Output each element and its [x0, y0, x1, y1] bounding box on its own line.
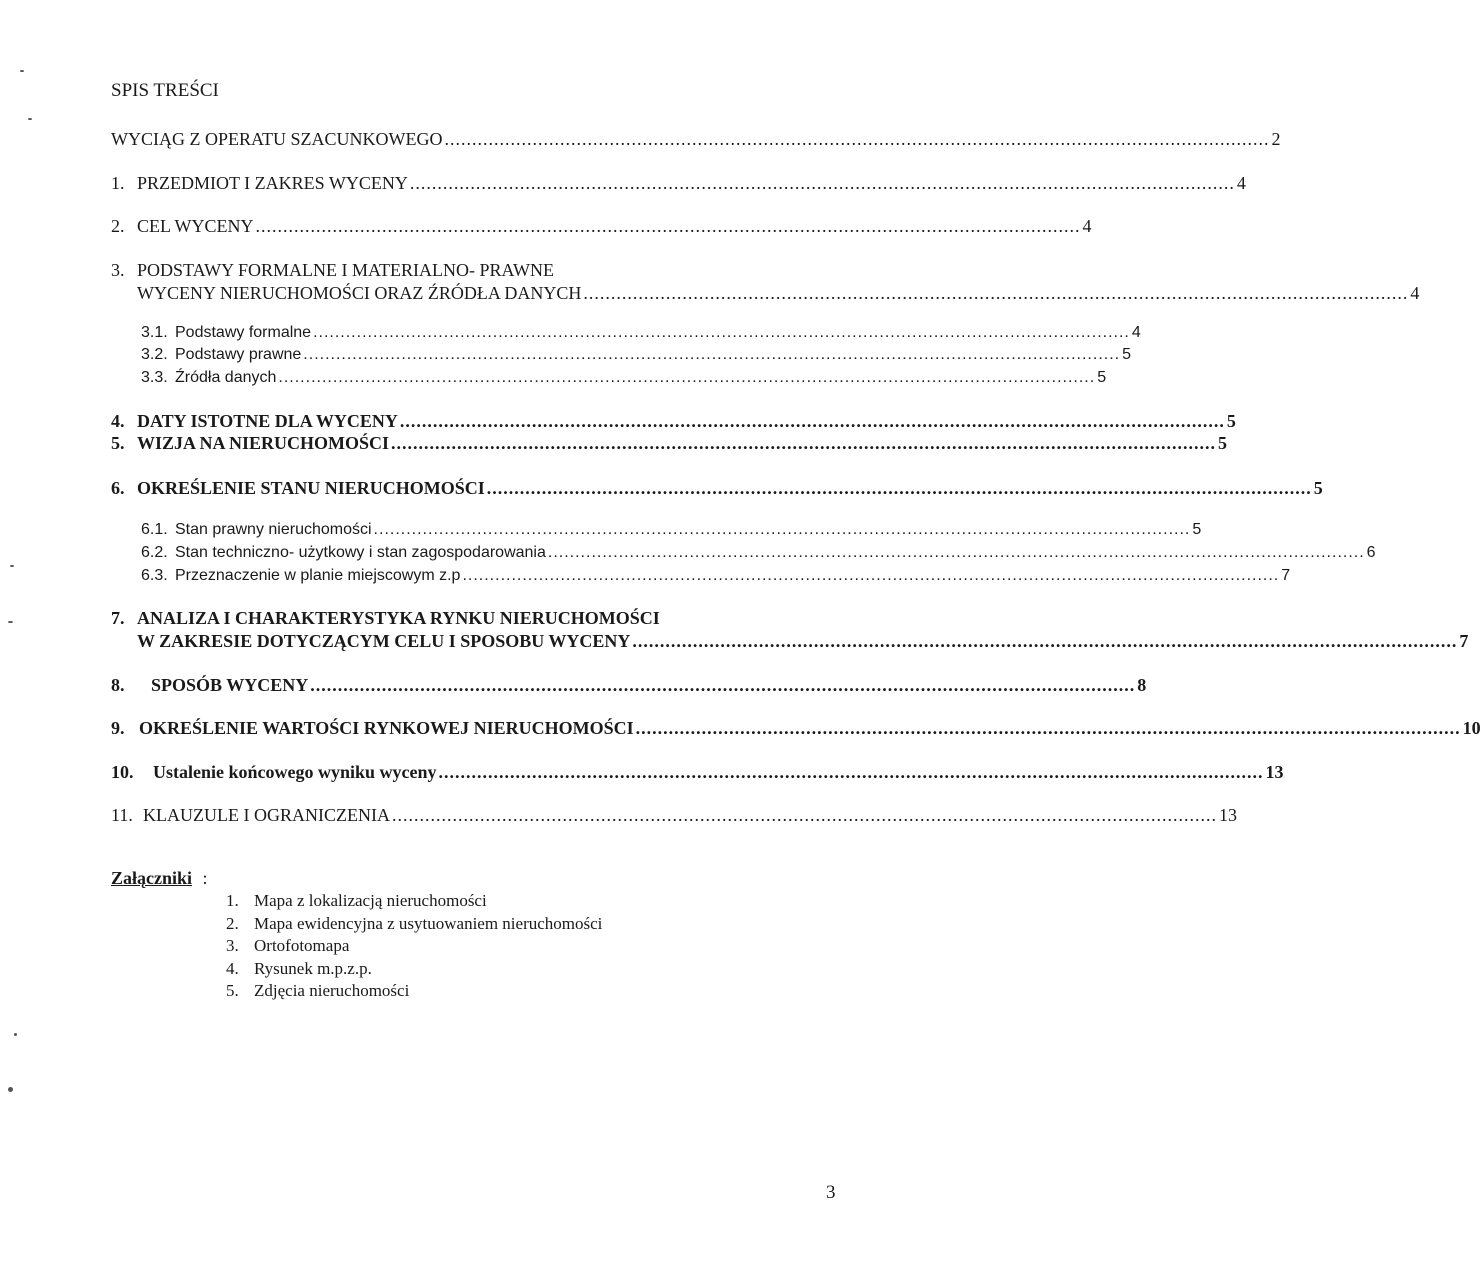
toc-entry-3-line1: [111, 259, 829, 281]
toc-entry-page: 5: [1097, 369, 1107, 386]
toc-leader-dots: ......................................................................................................................................................: [583, 283, 1409, 303]
scan-speck: [8, 621, 13, 623]
attachments-title-colon: :: [202, 868, 208, 888]
toc-entry-number: 3.3.: [141, 369, 168, 386]
toc-entry-label: OKREŚLENIE STANU NIERUCHOMOŚCI: [137, 478, 485, 498]
toc-entry-label: Podstawy formalne: [175, 324, 312, 341]
toc-entry-label-continued: WYCENY NIERUCHOMOŚCI ORAZ ŹRÓDŁA DANYCH: [137, 283, 582, 303]
toc-entry-label: Podstawy prawne: [175, 346, 302, 363]
toc-leader-dots: ......................................................................................................................................................: [409, 173, 1235, 193]
toc-entry-number: 3.1.: [141, 324, 168, 341]
page-number: 3: [826, 1182, 836, 1203]
toc-entry-page: 10: [1462, 718, 1481, 738]
toc-entry-number: 3.2.: [141, 346, 168, 363]
toc-entry-label: Ustalenie końcowego wyniku wyceny: [153, 762, 437, 782]
toc-leader-dots: ......................................................................................................................................................: [391, 805, 1217, 825]
toc-entry-label: Stan techniczno- użytkowy i stan zagospodarowania: [175, 544, 546, 561]
toc-entry-3-3: [141, 367, 1107, 389]
attachment-item: 2. Mapa ewidencyjna z usytuowaniem nieruchomości: [226, 913, 603, 933]
toc-entry-11: [111, 804, 1237, 826]
scan-speck: [8, 1087, 13, 1092]
toc-entry-number: 8.: [111, 675, 125, 695]
toc-entry-page: 2: [1271, 129, 1281, 149]
toc-entry-number: 1.: [111, 173, 125, 193]
toc-entry-page: 13: [1218, 805, 1237, 825]
scan-speck: [20, 70, 24, 72]
toc-leader-dots: ......................................................................................................................................................: [310, 675, 1136, 695]
toc-leader-dots: ......................................................................................................................................................: [547, 544, 1365, 561]
toc-entry-page: 5: [1218, 433, 1228, 453]
toc-entry-page: 7: [1459, 631, 1469, 651]
toc-entry-page: 4: [1082, 216, 1092, 236]
toc-entry-label: DATY ISTOTNE DLA WYCENY: [137, 411, 398, 431]
toc-leader-dots: ......................................................................................................................................................: [391, 433, 1217, 453]
toc-entry-label: WYCIĄG Z OPERATU SZACUNKOWEGO: [111, 129, 443, 149]
toc-entry-label: KLAUZULE I OGRANICZENIA: [143, 805, 390, 825]
toc-entry-number: 3.: [111, 260, 125, 280]
toc-entry-extract: [111, 128, 1281, 150]
attachments-list: [226, 890, 602, 1003]
toc-entry-label: CEL WYCENY: [137, 216, 254, 236]
toc-leader-dots: ......................................................................................................................................................: [486, 478, 1312, 498]
toc-entry-label: PRZEDMIOT I ZAKRES WYCENY: [137, 173, 408, 193]
toc-entry-number: 6.3.: [141, 567, 168, 584]
toc-entry-6: [111, 477, 1323, 499]
toc-leader-dots: ......................................................................................................................................................: [462, 567, 1280, 584]
toc-entry-10: [111, 761, 1284, 783]
toc-entry-number: 6.2.: [141, 544, 168, 561]
toc-leader-dots: ......................................................................................................................................................: [303, 346, 1121, 363]
toc-entry-9: [111, 717, 1481, 739]
toc-entry-3-2: [141, 344, 1131, 366]
toc-leader-dots: ......................................................................................................................................................: [399, 411, 1225, 431]
toc-entry-number: 2.: [111, 216, 125, 236]
toc-entry-page: 5: [1192, 521, 1202, 538]
attachments-title-text: Załączniki: [111, 868, 193, 888]
toc-entry-2: [111, 215, 1092, 237]
toc-entry-page: 5: [1226, 411, 1236, 431]
toc-entry-page: 8: [1137, 675, 1147, 695]
toc-entry-page: 6: [1366, 544, 1376, 561]
toc-entry-8: [111, 674, 1147, 696]
toc-entry-7-line1: [111, 607, 829, 629]
scan-speck: [10, 565, 14, 567]
toc-entry-label: Źródła danych: [175, 369, 277, 386]
attachment-item: 4. Rysunek m.p.z.p.: [226, 958, 372, 978]
attachment-item: 1. Mapa z lokalizacją nieruchomości: [226, 891, 487, 910]
toc-entry-number: 11.: [111, 805, 133, 825]
toc-entry-label: PODSTAWY FORMALNE I MATERIALNO- PRAWNE: [137, 260, 554, 280]
toc-entry-number: 6.: [111, 478, 125, 498]
toc-entry-number: 6.1.: [141, 521, 168, 538]
toc-entry-page: 13: [1265, 762, 1284, 782]
toc-entry-label: WIZJA NA NIERUCHOMOŚCI: [137, 433, 390, 453]
toc-entry-6-1: [141, 519, 1202, 541]
attachments-title: [111, 868, 208, 889]
toc-entry-page: 7: [1281, 567, 1291, 584]
toc-leader-dots: ......................................................................................................................................................: [278, 369, 1096, 386]
toc-leader-dots: ......................................................................................................................................................: [635, 718, 1461, 738]
toc-entry-page: 4: [1131, 324, 1141, 341]
toc-entry-number: 10.: [111, 762, 134, 782]
attachment-item: 5. Zdjęcia nieruchomości: [226, 981, 410, 1000]
toc-entry-page: 4: [1236, 173, 1246, 193]
toc-entry-label: OKREŚLENIE WARTOŚCI RYNKOWEJ NIERUCHOMOŚCI: [139, 718, 634, 738]
toc-entry-6-2: [141, 542, 1376, 564]
toc-entry-page: 5: [1122, 346, 1131, 363]
scan-speck: [14, 1033, 17, 1036]
toc-entry-5: [111, 432, 1228, 454]
toc-entry-page: 4: [1410, 283, 1420, 303]
scan-speck: [28, 118, 32, 120]
toc-entry-label: ANALIZA I CHARAKTERYSTYKA RYNKU NIERUCHOMOŚCI: [137, 608, 660, 628]
toc-entry-label: SPOSÓB WYCENY: [151, 675, 309, 695]
toc-entry-page: 5: [1313, 478, 1323, 498]
toc-leader-dots: ......................................................................................................................................................: [444, 129, 1270, 149]
toc-leader-dots: ......................................................................................................................................................: [438, 762, 1264, 782]
toc-leader-dots: ......................................................................................................................................................: [373, 521, 1191, 538]
attachment-item: 3. Ortofotomapa: [226, 936, 350, 955]
toc-entry-number: 5.: [111, 433, 125, 453]
toc-entry-number: 4.: [111, 411, 125, 431]
toc-entry-3-1: [141, 322, 1141, 344]
toc-entry-number: 7.: [111, 608, 125, 628]
toc-entry-1: [111, 172, 1246, 194]
toc-entry-4: [111, 410, 1236, 432]
toc-entry-label: Przeznaczenie w planie miejscowym z.p: [175, 567, 461, 584]
toc-entry-label: Stan prawny nieruchomości: [175, 521, 372, 538]
toc-entry-label-continued: W ZAKRESIE DOTYCZĄCYM CELU I SPOSOBU WYCENY: [137, 631, 631, 651]
toc-heading: SPIS TREŚCI: [111, 80, 219, 101]
toc-leader-dots: ......................................................................................................................................................: [313, 324, 1130, 341]
toc-entry-6-3: [141, 565, 1291, 587]
toc-entry-7-line2: [111, 630, 1469, 652]
toc-leader-dots: ......................................................................................................................................................: [255, 216, 1081, 236]
toc-leader-dots: ......................................................................................................................................................: [632, 631, 1458, 651]
toc-entry-3-line2: [111, 282, 1420, 304]
toc-entry-number: 9.: [111, 718, 125, 738]
